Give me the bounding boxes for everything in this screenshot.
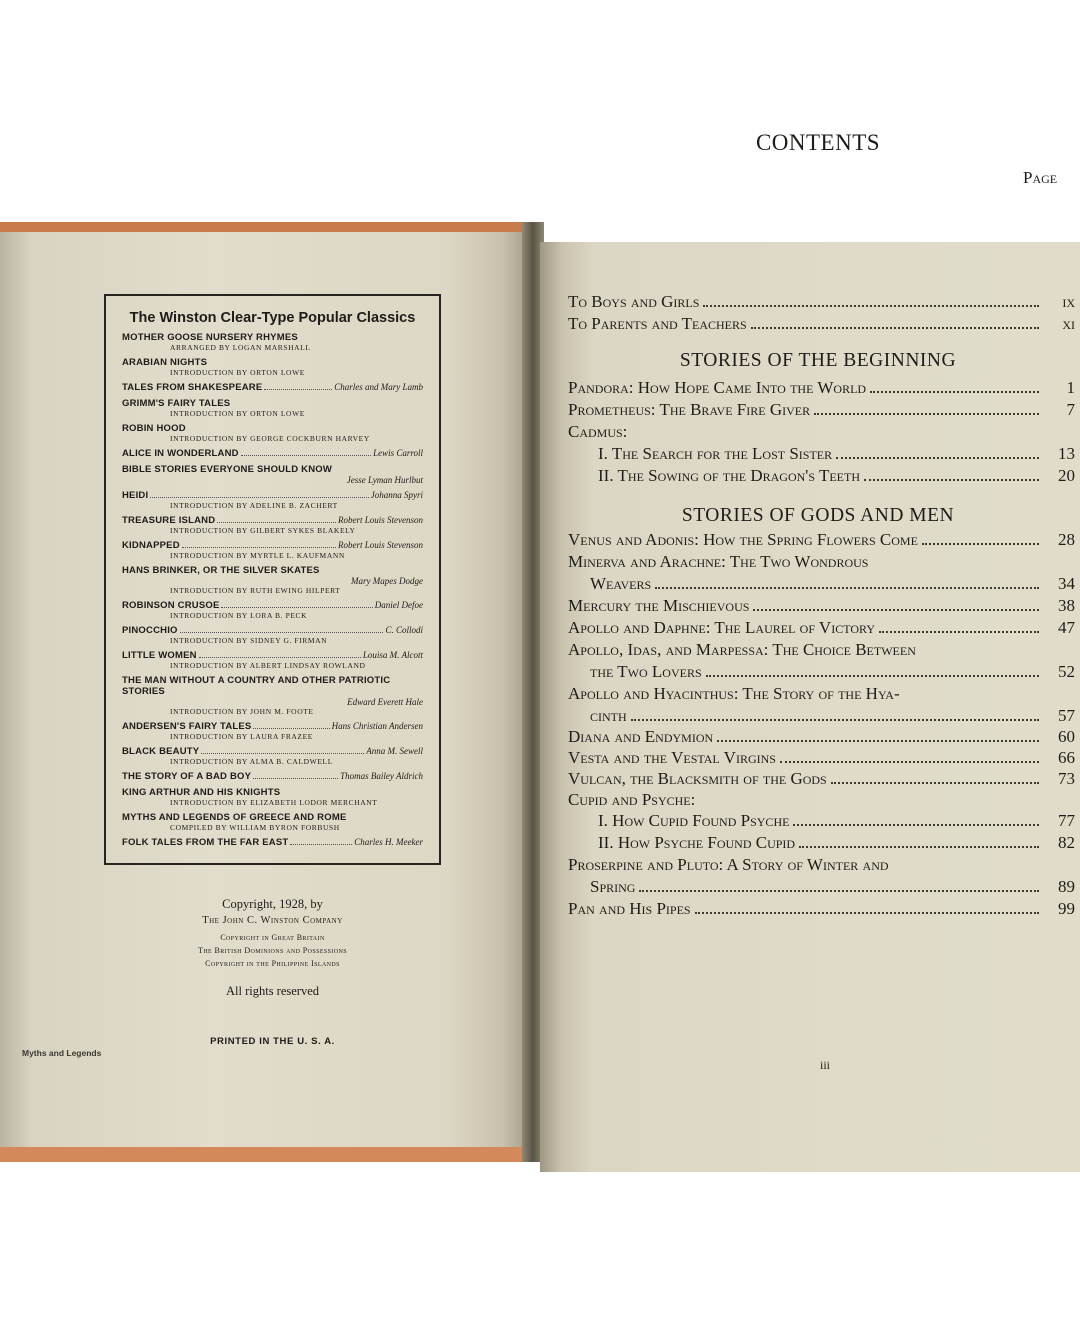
leader-dots (253, 728, 329, 729)
toc-entry-title: II. How Psyche Found Cupid (598, 833, 796, 852)
toc-entry[interactable] (568, 618, 1075, 638)
classics-list-item (122, 565, 423, 595)
leader-dots (695, 912, 1039, 914)
leader-dots (264, 389, 332, 390)
classics-list-item (122, 812, 423, 832)
printed-in-usa: PRINTED IN THE U. S. A. (210, 1036, 335, 1047)
toc-entry[interactable] (568, 314, 1075, 334)
page-column-label: Page (1023, 168, 1058, 187)
toc-page-number: 28 (1058, 530, 1075, 549)
book-author: Jesse Lyman Hurlbut (346, 475, 423, 485)
leader-dots (870, 391, 1039, 393)
book-title: BLACK BEAUTY (122, 746, 200, 757)
toc-entry-title: the Two Lovers (590, 662, 702, 681)
book-author: Edward Everett Hale (347, 697, 423, 707)
toc-entry-title: Proserpine and Pluto: A Story of Winter and (568, 855, 889, 874)
toc-entry-title: I. How Cupid Found Psyche (598, 811, 790, 830)
toc-entry-title: Vulcan, the Blacksmith of the Gods (568, 769, 827, 788)
toc-entry-title: cinth (590, 706, 627, 725)
toc-entry[interactable] (568, 855, 1075, 875)
toc-page-number: 1 (1066, 378, 1075, 397)
toc-entry-title: Mercury the Mischievous (568, 596, 750, 615)
toc-entry[interactable] (568, 877, 1075, 897)
book-introduction-credit: INTRODUCTION BY ORTON LOWE (170, 409, 305, 418)
toc-entry[interactable] (568, 662, 1075, 682)
classics-list-item (122, 746, 423, 766)
toc-page-number: 38 (1058, 596, 1075, 615)
book-introduction-credit: INTRODUCTION BY MYRTLE L. KAUFMANN (170, 551, 345, 560)
toc-entry[interactable] (568, 574, 1075, 594)
toc-entry[interactable] (568, 422, 1075, 442)
toc-entry[interactable] (568, 727, 1075, 747)
book-author: Louisa M. Alcott (362, 650, 423, 660)
book-introduction-credit: INTRODUCTION BY ADELINE B. ZACHERT (170, 501, 338, 510)
leader-dots (751, 327, 1039, 329)
book-introduction-credit: INTRODUCTION BY LORA B. PECK (170, 611, 308, 620)
toc-entry-title: Cadmus: (568, 422, 628, 441)
classics-list-item (122, 675, 423, 716)
book-introduction-credit: INTRODUCTION BY ORTON LOWE (170, 368, 305, 377)
book-introduction-credit: INTRODUCTION BY SIDNEY G. FIRMAN (170, 636, 328, 645)
toc-entry[interactable] (568, 466, 1075, 486)
rights-line: Copyright in Great Britain (220, 933, 325, 942)
classics-list-item (122, 787, 423, 807)
book-introduction-credit: INTRODUCTION BY ALMA B. CALDWELL (170, 757, 333, 766)
classics-list-item (122, 398, 423, 418)
toc-entry-title: Spring (590, 877, 636, 896)
toc-entry-title: Venus and Adonis: How the Spring Flowers Come (568, 530, 918, 549)
leader-dots (706, 675, 1039, 677)
leader-dots (150, 497, 368, 498)
series-title: The Winston Clear-Type Popular Classics (129, 310, 416, 326)
toc-entry-title: Apollo and Daphne: The Laurel of Victory (568, 618, 875, 637)
book-author: C. Collodi (385, 625, 423, 635)
book-author: Thomas Bailey Aldrich (340, 771, 423, 781)
toc-entry[interactable] (568, 706, 1075, 726)
book-author: Charles and Mary Lamb (334, 382, 423, 392)
classics-list-item (122, 448, 423, 459)
toc-page-number: 52 (1058, 662, 1075, 681)
classics-list-item (122, 490, 423, 510)
toc-entry[interactable] (568, 292, 1075, 312)
classics-list-item (122, 423, 423, 443)
leader-dots (201, 753, 364, 754)
toc-entry-title: Pandora: How Hope Came Into the World (568, 378, 867, 397)
book-title: KING ARTHUR AND HIS KNIGHTS (122, 787, 281, 798)
book-title: ANDERSEN'S FAIRY TALES (122, 721, 252, 732)
leader-dots (836, 457, 1039, 459)
toc-entry-title: II. The Sowing of the Dragon's Teeth (598, 466, 861, 485)
classics-list-item (122, 837, 423, 848)
toc-entry-title: Vesta and the Vestal Virgins (568, 748, 776, 767)
toc-entry[interactable] (568, 833, 1075, 853)
book-introduction-credit: INTRODUCTION BY JOHN M. FOOTE (170, 707, 314, 716)
spine-label: Myths and Legends (22, 1048, 102, 1058)
toc-page-number: 20 (1058, 466, 1075, 485)
book-title: ROBIN HOOD (122, 423, 186, 434)
book-title: FOLK TALES FROM THE FAR EAST (122, 837, 289, 848)
leader-dots (793, 824, 1039, 826)
book-introduction-credit: INTRODUCTION BY GILBERT SYKES BLAKELY (170, 526, 356, 535)
toc-section-heading: STORIES OF GODS AND MEN (681, 505, 955, 526)
book-author: Lewis Carroll (373, 448, 423, 458)
leader-dots (631, 719, 1039, 721)
classics-list-item (122, 540, 423, 560)
toc-page-number: 73 (1058, 769, 1075, 788)
toc-entry[interactable] (568, 640, 1075, 660)
book-introduction-credit: INTRODUCTION BY RUTH EWING HILPERT (170, 586, 341, 595)
toc-entry-title: To Boys and Girls (568, 292, 700, 311)
book-title: THE MAN WITHOUT A COUNTRY AND OTHER PATRIOTIC STORIES (122, 675, 391, 697)
toc-entry[interactable] (568, 552, 1075, 572)
toc-page-number: 66 (1058, 748, 1075, 767)
toc-page-number: 57 (1058, 706, 1075, 725)
book-title: TALES FROM SHAKESPEARE (122, 382, 263, 393)
classics-list-item (122, 771, 423, 782)
book-introduction-credit: INTRODUCTION BY GEORGE COCKBURN HARVEY (170, 434, 370, 443)
classics-list-item (122, 515, 423, 535)
toc-entry-title: Diana and Endymion (568, 727, 714, 746)
rights-line: The British Dominions and Possessions (198, 946, 347, 955)
toc-page-number: 89 (1058, 877, 1075, 896)
book-title: ROBINSON CRUSOE (122, 600, 220, 611)
left-page (0, 232, 524, 1147)
toc-entry[interactable] (568, 378, 1075, 398)
leader-dots (290, 844, 352, 845)
book-title: KIDNAPPED (122, 540, 180, 551)
book-title: ALICE IN WONDERLAND (122, 448, 239, 459)
book-author: Mary Mapes Dodge (351, 576, 423, 586)
leader-dots (831, 782, 1039, 784)
toc-entry[interactable] (568, 899, 1075, 919)
rights-line: Copyright in the Philippine Islands (205, 959, 340, 968)
classics-list-item (122, 650, 423, 670)
toc-entry-title: Minerva and Arachne: The Two Wondrous (568, 552, 869, 571)
toc-page-number: 13 (1058, 444, 1075, 463)
leader-dots (182, 547, 336, 548)
copyright-line: Copyright, 1928, by (222, 897, 323, 911)
leader-dots (717, 740, 1039, 742)
toc-page-number: 82 (1058, 833, 1075, 852)
toc-entry[interactable] (568, 769, 1075, 789)
contents-title: CONTENTS (755, 130, 881, 155)
page-folio: iii (820, 1058, 831, 1072)
toc-page-number: 60 (1058, 727, 1075, 746)
toc-entry-title: Pan and His Pipes (568, 899, 691, 918)
toc-page-number: 47 (1058, 618, 1075, 637)
classics-list-item (122, 721, 423, 741)
leader-dots (253, 778, 338, 779)
book-title: MYTHS AND LEGENDS OF GREECE AND ROME (122, 812, 347, 823)
book-title: HANS BRINKER, OR THE SILVER SKATES (122, 565, 320, 576)
toc-page-number: ix (1062, 292, 1075, 311)
leader-dots (879, 631, 1039, 633)
classics-list-item (122, 625, 423, 645)
book-title: BIBLE STORIES EVERYONE SHOULD KNOW (122, 464, 333, 475)
leader-dots (639, 890, 1039, 892)
toc-entry[interactable] (568, 444, 1075, 464)
book-author: Charles H. Meeker (354, 837, 423, 847)
toc-entry[interactable] (568, 684, 1075, 704)
classics-list-item (122, 464, 423, 485)
book-introduction-credit: INTRODUCTION BY LAURA FRAZEE (170, 732, 313, 741)
leader-dots (753, 609, 1039, 611)
toc-entry-title: Apollo, Idas, and Marpessa: The Choice Between (568, 640, 916, 659)
book-introduction-credit: ARRANGED BY LOGAN MARSHALL (170, 343, 311, 352)
book-introduction-credit: INTRODUCTION BY ELIZABETH LODOR MERCHANT (170, 798, 378, 807)
toc-page-number: 77 (1058, 811, 1075, 830)
leader-dots (814, 413, 1039, 415)
toc-entry-title: Prometheus: The Brave Fire Giver (568, 400, 811, 419)
leader-dots (780, 761, 1039, 763)
toc-entry[interactable] (568, 596, 1075, 616)
leader-dots (922, 543, 1039, 545)
leader-dots (703, 305, 1039, 307)
book-title: MOTHER GOOSE NURSERY RHYMES (122, 332, 298, 343)
leader-dots (221, 607, 372, 608)
toc-page-number: 7 (1066, 400, 1075, 419)
toc-entry-title: Weavers (590, 574, 652, 593)
classics-list-item (122, 357, 423, 377)
toc-entry-title: I. The Search for the Lost Sister (598, 444, 833, 463)
book-title: HEIDI (122, 490, 149, 501)
leader-dots (199, 657, 361, 658)
toc-section-heading: STORIES OF THE BEGINNING (679, 350, 957, 371)
toc-page-number: xi (1062, 314, 1075, 333)
toc-entry-title: Cupid and Psyche: (568, 790, 696, 809)
toc-entry-title: Apollo and Hyacinthus: The Story of the Hya- (568, 684, 900, 703)
book-title: GRIMM'S FAIRY TALES (122, 398, 231, 409)
copyright-block (104, 897, 441, 999)
book-author: Hans Christian Andersen (331, 721, 423, 731)
toc-entry[interactable] (568, 811, 1075, 831)
book-author: Robert Louis Stevenson (338, 540, 423, 550)
leader-dots (217, 522, 336, 523)
book-title: PINOCCHIO (122, 625, 178, 636)
classics-list-item (122, 332, 423, 352)
toc-page-number: 34 (1058, 574, 1075, 593)
classics-list-item (122, 600, 423, 620)
leader-dots (655, 587, 1039, 589)
book-author: Johanna Spyri (370, 490, 423, 500)
book-introduction-credit: INTRODUCTION BY ALBERT LINDSAY ROWLAND (170, 661, 366, 670)
toc-page-number: 99 (1058, 899, 1075, 918)
book-author: Daniel Defoe (374, 600, 423, 610)
book-title: THE STORY OF A BAD BOY (122, 771, 252, 782)
leader-dots (864, 479, 1039, 481)
toc-entry[interactable] (568, 748, 1075, 768)
classics-list-item (122, 382, 423, 393)
book-introduction-credit: COMPILED BY WILLIAM BYRON FORBUSH (170, 823, 340, 832)
leader-dots (799, 846, 1039, 848)
leader-dots (241, 455, 371, 456)
book-author: Robert Louis Stevenson (338, 515, 423, 525)
leader-dots (180, 632, 384, 633)
series-advertisement-box (104, 294, 441, 865)
book-title: ARABIAN NIGHTS (122, 357, 208, 368)
book-title: LITTLE WOMEN (122, 650, 197, 661)
all-rights-reserved: All rights reserved (225, 984, 320, 998)
book-title: TREASURE ISLAND (122, 515, 216, 526)
toc-entry[interactable] (568, 400, 1075, 420)
toc-entry[interactable] (568, 790, 1075, 810)
publisher-name: The John C. Winston Company (202, 915, 343, 926)
toc-entry-title: To Parents and Teachers (568, 314, 747, 333)
toc-entry[interactable] (568, 530, 1075, 550)
book-author: Anna M. Sewell (366, 746, 423, 756)
